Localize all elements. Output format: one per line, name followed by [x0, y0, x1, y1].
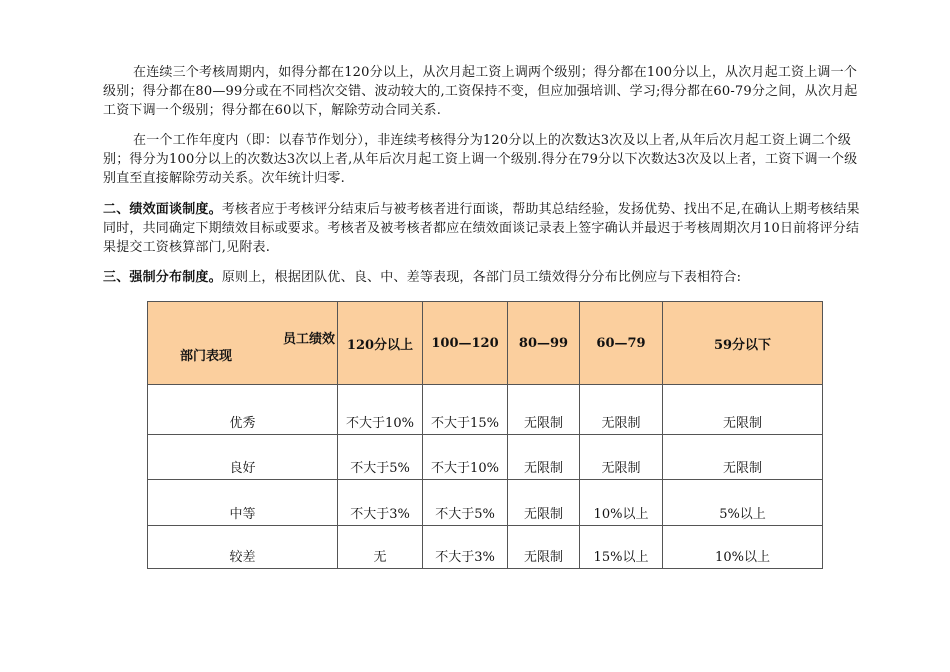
table-cell: 无 [338, 526, 423, 569]
table-cell: 不大于5% [423, 480, 508, 526]
row-label: 较差 [148, 526, 338, 569]
table-cell: 不大于10% [338, 385, 423, 435]
table-cell: 无限制 [508, 480, 580, 526]
section-text: 原则上，根据团队优、良、中、差等表现，各部门员工绩效得分分布比例应与下表相符合: [221, 270, 742, 285]
section-heading: 三、强制分布制度。 [103, 270, 222, 285]
column-header: 59分以下 [663, 302, 823, 385]
section-heading: 二、绩效面谈制度。 [103, 202, 222, 217]
row-label: 中等 [148, 480, 338, 526]
table-cell: 5%以上 [663, 480, 823, 526]
table-cell: 15%以上 [580, 526, 663, 569]
table-row [148, 435, 823, 480]
table-row [148, 385, 823, 435]
table-cell: 不大于5% [338, 435, 423, 480]
section-text: 考核者应于考核评分结束后与被考核者进行面谈，帮助其总结经验，发扬优势、找出不足,在确认上期考核结果同时，共同确定下期绩效目标或要求。考核者及被考核者都应在绩效面谈记录表上签字确认并最迟于考核周期次月10日前将评分结果提交工资核算部门,见附表. [103, 202, 860, 255]
table-cell: 不大于15% [423, 385, 508, 435]
row-label: 良好 [148, 435, 338, 480]
row-label: 优秀 [148, 385, 338, 435]
paragraph-text: 在一个工作年度内（即：以春节作划分），非连续考核得分为120分以上的次数达3次及以上者,从年后次月起工资上调二个级别；得分为100分以上的次数达3次以上者,从年后次月起工资上调一个级别.得分在79分以下次数达3次及以上者，工资下调一个级别直至直接解除劳动关系。次年统计归零. [103, 133, 858, 186]
column-header: 120分以上 [338, 302, 423, 385]
table-cell: 不大于3% [338, 480, 423, 526]
header-department-performance: 部门表现 [180, 349, 233, 364]
paragraph-consecutive-cycles [103, 63, 863, 120]
table-cell: 不大于10% [423, 435, 508, 480]
table-row [148, 526, 823, 569]
column-header: 60—79 [580, 302, 663, 385]
table-cell: 无限制 [508, 385, 580, 435]
table-header-row [148, 302, 823, 385]
table-cell: 10%以上 [663, 526, 823, 569]
distribution-table [147, 301, 823, 569]
table-cell: 无限制 [580, 435, 663, 480]
table-cell: 无限制 [508, 526, 580, 569]
table-cell: 无限制 [508, 435, 580, 480]
section-interview-system [103, 200, 863, 257]
table-cell: 不大于3% [423, 526, 508, 569]
table-cell: 无限制 [663, 435, 823, 480]
table-cell: 10%以上 [580, 480, 663, 526]
column-header: 100—120 [423, 302, 508, 385]
paragraph-text: 在连续三个考核周期内，如得分都在120分以上，从次月起工资上调两个级别；得分都在100分以上，从次月起工资上调一个级别；得分都在80—99分或在不同档次交错、波动较大的,工资保持不变，但应加强培训、学习;得分都在60-79分之间，从次月起工资下调一个级别；得分都在60以下，解除劳动合同关系. [103, 65, 858, 118]
paragraph-annual-count [103, 131, 863, 188]
table-row [148, 480, 823, 526]
diagonal-header-cell [148, 302, 338, 385]
table-cell: 无限制 [580, 385, 663, 435]
column-header: 80—99 [508, 302, 580, 385]
section-forced-distribution [103, 268, 863, 287]
table-cell: 无限制 [663, 385, 823, 435]
header-employee-performance: 员工绩效 [282, 332, 335, 347]
